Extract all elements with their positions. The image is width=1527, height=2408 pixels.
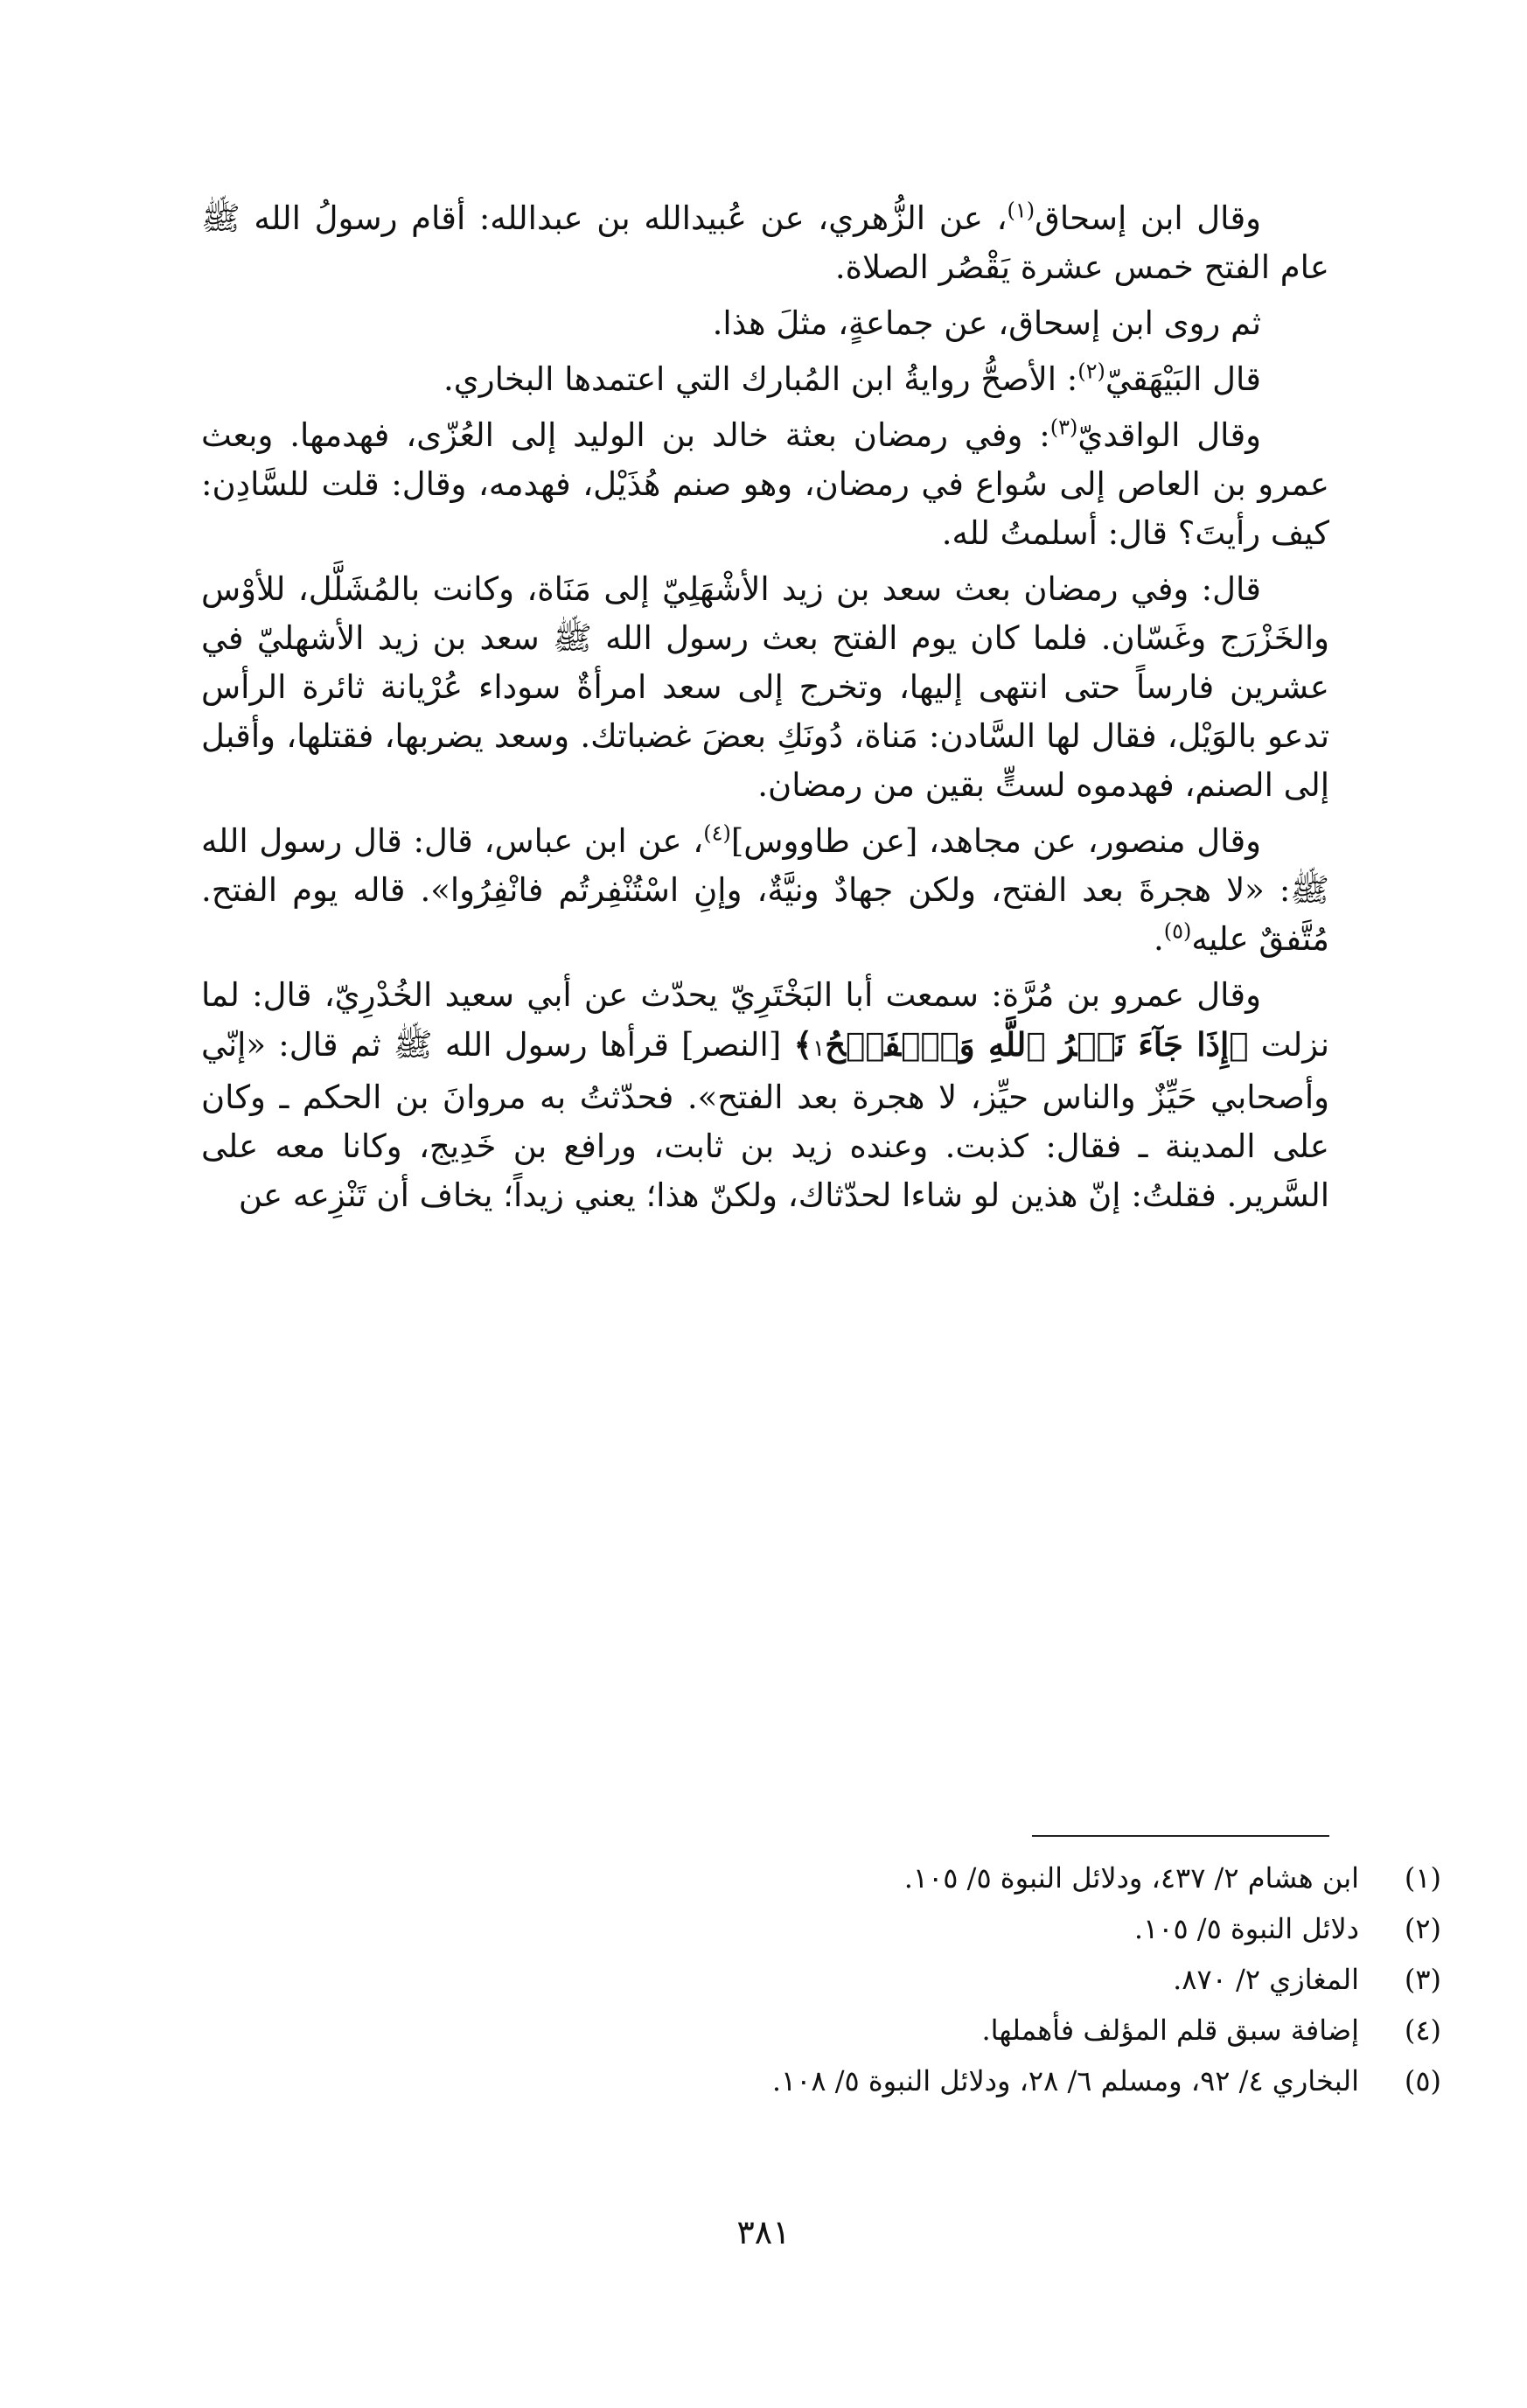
footnote-text: إضافة سبق قلم المؤلف فأهملها. bbox=[981, 2014, 1359, 2047]
text-segment: ، عن ابن عباس، قال: قال رسول الله ﷺ: «لا هجرةَ بعد الفتح، ولكن جهادٌ ونيَّةٌ، وإنِ اسْتُنْفِرتُم فانْفِرُوا». قاله يوم الفتح. مُتَّفقٌ عليه bbox=[201, 822, 1329, 958]
footnote-number: (٤) bbox=[1404, 2014, 1441, 2047]
footnote-item bbox=[201, 1903, 1452, 1954]
footnote-ref-4: (٤) bbox=[703, 820, 731, 846]
footnote-item bbox=[201, 2005, 1452, 2056]
footnote-text: ابن هشام ٢/ ٤٣٧، ودلائل النبوة ٥/ ١٠٥. bbox=[903, 1861, 1359, 1895]
text-segment: وقال الواقديّ bbox=[1077, 416, 1261, 454]
footnote-text: البخاري ٤/ ٩٢، ومسلم ٦/ ٢٨، ودلائل النبوة ٥/ ١٠٨. bbox=[771, 2064, 1359, 2097]
paragraph-4 bbox=[201, 411, 1329, 558]
page-number: ٣٨١ bbox=[736, 2213, 791, 2251]
text-segment: وقال منصور، عن مجاهد، [عن طاووس] bbox=[730, 822, 1261, 860]
paragraph-5: قال: وفي رمضان بعث سعد بن زيد الأشْهَلِيّ إلى مَنَاة، وكانت بالمُشَلَّل، للأوْس والخَزْرَج وغَسّان. فلما كان يوم الفتح بعث رسول الله ﷺ سعد بن زيد الأشهليّ في عشرين فارساً حتى انتهى إليها، وتخرج إلى سعد امرأةٌ سوداء عُرْيانة ثائرة الرأس تدعو بالوَيْل، فقال لها السَّادن: مَناة، دُونَكِ بعضَ غضباتك. وسعد يضربها، فقتلها، وأقبل إلى الصنم، فهدموه لستٍّ بقين من رمضان. bbox=[201, 570, 1329, 804]
main-text bbox=[201, 194, 1329, 1227]
footnote-text: المغازي ٢/ ٨٧٠. bbox=[1173, 1963, 1359, 1996]
text-segment: وقال عمرو بن مُرَّة: سمعت أبا البَخْتَرِيّ يحدّث عن أبي سعيد الخُدْرِيّ، قال: لما نزلت bbox=[201, 976, 1329, 1064]
paragraph-7 bbox=[201, 971, 1329, 1220]
paragraph-2: ثم روى ابن إسحاق، عن جماعةٍ، مثلَ هذا. bbox=[712, 304, 1261, 342]
paragraph-6 bbox=[201, 817, 1329, 964]
footnote-separator bbox=[1032, 1835, 1329, 1837]
footnote-text: دلائل النبوة ٥/ ١٠٥. bbox=[1133, 1912, 1359, 1945]
text-segment: : وفي رمضان بعثة خالد بن الوليد إلى العُزّى، فهدمها. وبعث عمرو بن العاص إلى سُواع في رمضان، وهو صنم هُذَيْل، فهدمه، وقال: قلت للسَّادِن: كيف رأيتَ؟ قال: أسلمتُ لله. bbox=[201, 416, 1329, 552]
quran-bracket: ﴾ bbox=[793, 1025, 813, 1064]
footnote-ref-3: (٣) bbox=[1049, 415, 1078, 440]
footnote-item bbox=[201, 2056, 1452, 2106]
footnote-number: (٢) bbox=[1404, 1912, 1441, 1945]
text-segment: . bbox=[1153, 920, 1164, 958]
quran-verse: ﴿إِذَا جَآءَ نَصۡرُ ٱللَّهِ وَٱلۡفَتۡحُ bbox=[825, 1025, 1249, 1064]
text-segment: قال البَيْهَقيّ bbox=[1105, 360, 1261, 398]
footnote-item bbox=[201, 1853, 1452, 1903]
footnote-number: (٣) bbox=[1404, 1963, 1441, 1996]
ayah-number-marker: ١ bbox=[812, 1036, 826, 1062]
text-segment: وقال ابن إسحاق bbox=[1035, 199, 1262, 237]
footnote-ref-2: (٢) bbox=[1077, 359, 1105, 384]
text-segment: ، عن الزُّهري، عن عُبيدالله بن عبدالله: أقام رسولُ الله ﷺ عام الفتح خمس عشرة يَقْصُر الصلاة. bbox=[201, 199, 1329, 286]
footnote-item bbox=[201, 1954, 1452, 2005]
footnotes bbox=[201, 1853, 1452, 2106]
text-segment: [النصر] قرأها رسول الله ﷺ ثم قال: «إنّي وأصحابي حَيِّزٌ والناس حيِّز، لا هجرة بعد الفتح». فحدّثتُ به مروانَ بن الحكم ـ وكان على المدينة ـ فقال: كذبت. وعنده زيد بن ثابت، ورافع بن خَدِيج، وكانا معه على السَّرير. فقلتُ: إنّ هذين لو شاءا لحدّثاك، ولكنّ هذا؛ يعني زيداً؛ يخاف أن تَنْزِعه عن bbox=[201, 1026, 1329, 1214]
footnote-ref-5: (٥) bbox=[1163, 918, 1192, 944]
text-segment: : الأصحُّ روايةُ ابن المُبارك التي اعتمدها البخاري. bbox=[443, 360, 1078, 398]
paragraph-1 bbox=[201, 194, 1329, 292]
paragraph-3 bbox=[201, 355, 1329, 404]
footnote-ref-1: (١) bbox=[1007, 198, 1035, 223]
footnote-number: (١) bbox=[1404, 1861, 1441, 1895]
footnote-number: (٥) bbox=[1404, 2064, 1441, 2097]
